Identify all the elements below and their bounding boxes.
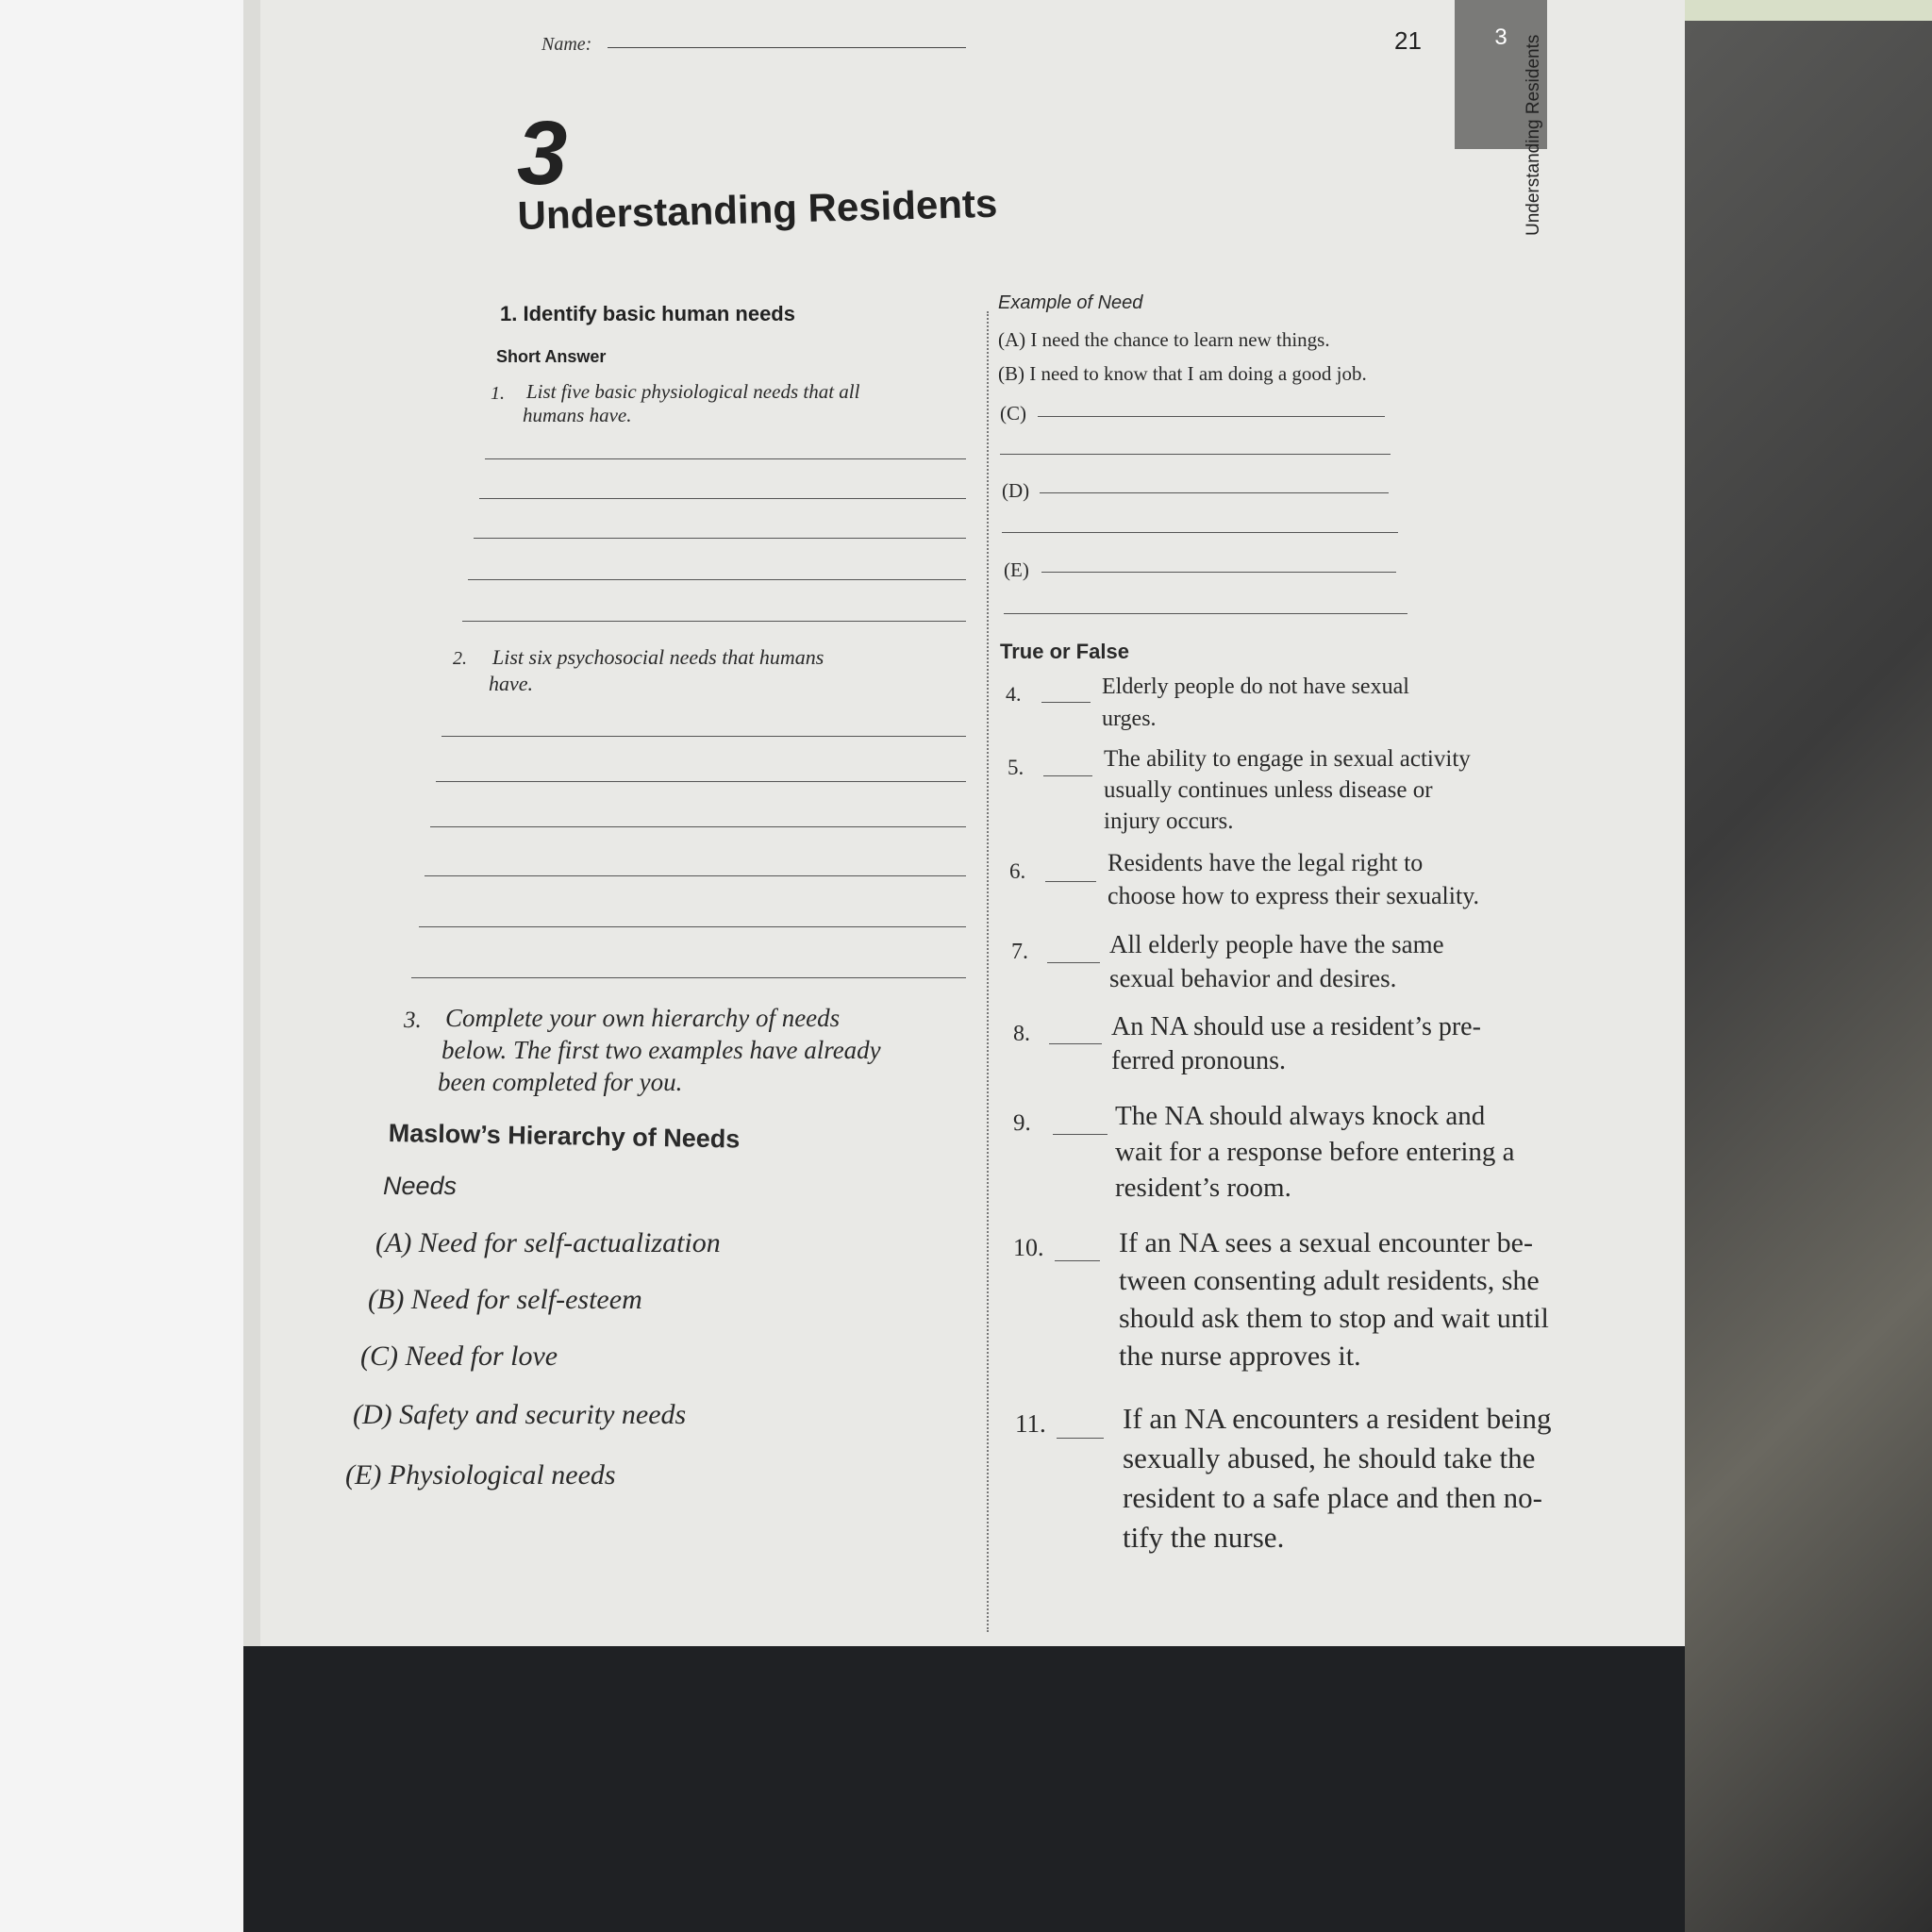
question-3-line-3: been completed for you. (438, 1068, 683, 1096)
page-spine (243, 0, 260, 1646)
tf-answer-blank[interactable] (1045, 881, 1096, 882)
tf-number: 6. (1009, 859, 1026, 883)
tf-number: 4. (1006, 682, 1022, 706)
short-answer-heading: Short Answer (496, 347, 607, 366)
tf-answer-blank[interactable] (1041, 702, 1091, 703)
workbook-page (243, 0, 1685, 1646)
answer-line[interactable] (479, 498, 966, 499)
hierarchy-title: Maslow’s Hierarchy of Needs (388, 1119, 741, 1154)
tf-statement-line: Elderly people do not have sexual (1102, 675, 1409, 699)
tf-number: 10. (1013, 1234, 1044, 1261)
tf-number: 11. (1015, 1409, 1046, 1438)
question-3-number: 3. (404, 1008, 422, 1033)
true-false-heading: True or False (1000, 640, 1129, 663)
section-heading: 1. Identify basic human needs (500, 302, 795, 325)
tf-statement-line: ferred pronouns. (1111, 1046, 1287, 1075)
need-item: (E) Physiological needs (345, 1459, 616, 1491)
tf-statement-line: All elderly people have the same (1109, 930, 1444, 958)
need-item: (B) Need for self-esteem (368, 1284, 642, 1315)
tf-statement-line: resident’s room. (1115, 1173, 1291, 1203)
answer-line[interactable] (419, 926, 966, 927)
name-field[interactable] (608, 47, 966, 48)
examples-heading: Example of Need (998, 292, 1143, 313)
tf-statement-line: The ability to engage in sexual activity (1104, 746, 1471, 772)
question-2-line-2: have. (489, 672, 534, 695)
background-left (0, 0, 243, 1932)
example-d-label: (D) (1002, 479, 1030, 502)
tf-statement-line: If an NA sees a sexual encounter be- (1119, 1227, 1533, 1258)
chapter-number: 3 (517, 103, 568, 204)
tf-statement-line: tify the nurse. (1123, 1521, 1285, 1554)
tf-statement-line: resident to a safe place and then no- (1123, 1481, 1543, 1514)
answer-line[interactable] (474, 538, 966, 539)
need-item: (D) Safety and security needs (353, 1399, 687, 1430)
question-2-line-1: List six psychosocial needs that humans (492, 645, 824, 669)
needs-label: Needs (383, 1172, 458, 1200)
tf-number: 5. (1008, 756, 1024, 779)
example-e-field-continued[interactable] (1004, 613, 1407, 614)
need-item: (C) Need for love (360, 1341, 558, 1372)
tf-statement-line: sexually abused, he should take the (1123, 1441, 1536, 1474)
tf-statement-line: Residents have the legal right to (1108, 849, 1424, 876)
tf-statement-line: urges. (1102, 707, 1157, 731)
example-b: (B) I need to know that I am doing a good job. (998, 362, 1367, 385)
answer-line[interactable] (430, 826, 966, 827)
example-d-field-continued[interactable] (1002, 532, 1398, 533)
tf-number: 7. (1011, 940, 1028, 964)
tf-answer-blank[interactable] (1049, 1043, 1102, 1044)
side-chapter-title: Understanding Residents (1524, 34, 1543, 236)
question-1-line-2: humans have. (523, 404, 632, 426)
tf-answer-blank[interactable] (1057, 1438, 1104, 1439)
tf-number: 9. (1013, 1110, 1031, 1136)
need-item: (A) Need for self-actualization (375, 1227, 721, 1258)
tf-answer-blank[interactable] (1053, 1134, 1108, 1135)
answer-line[interactable] (425, 875, 966, 876)
example-c-label: (C) (1000, 402, 1026, 425)
tf-answer-blank[interactable] (1047, 962, 1100, 963)
answer-line[interactable] (468, 579, 966, 580)
tf-answer-blank[interactable] (1055, 1260, 1100, 1261)
tf-statement-line: wait for a response before entering a (1115, 1137, 1515, 1167)
column-divider (987, 311, 989, 1632)
question-2-number: 2. (453, 648, 467, 669)
tf-statement-line: choose how to express their sexuality. (1108, 882, 1479, 909)
tf-statement-line: usually continues unless disease or (1104, 777, 1433, 803)
question-3-line-2: below. The first two examples have already (441, 1036, 881, 1064)
tf-statement-line: sexual behavior and desires. (1109, 964, 1397, 992)
question-1-line-1: List five basic physiological needs that all (526, 380, 860, 403)
chapter-title: Understanding Residents (517, 180, 998, 238)
background-right (1685, 0, 1932, 1932)
tf-statement-line: tween consenting adult residents, she (1119, 1265, 1540, 1296)
tf-number: 8. (1013, 1022, 1030, 1046)
tf-answer-blank[interactable] (1043, 775, 1092, 776)
answer-line[interactable] (485, 458, 966, 459)
chapter-tab-number: 3 (1494, 25, 1507, 50)
background-bottom (243, 1637, 1685, 1932)
page-number: 21 (1394, 26, 1422, 55)
name-label: Name: (541, 34, 592, 55)
answer-line[interactable] (462, 621, 966, 622)
tf-statement-line: injury occurs. (1104, 808, 1234, 834)
example-e-label: (E) (1004, 558, 1029, 581)
answer-line[interactable] (436, 781, 966, 782)
tf-statement-line: An NA should use a resident’s pre- (1111, 1012, 1481, 1041)
example-a: (A) I need the chance to learn new things. (998, 328, 1330, 351)
example-e-field[interactable] (1041, 572, 1396, 573)
answer-line[interactable] (411, 977, 966, 978)
example-c-field-continued[interactable] (1000, 454, 1391, 455)
tf-statement-line: The NA should always knock and (1115, 1101, 1486, 1131)
example-c-field[interactable] (1038, 416, 1385, 417)
question-1-number: 1. (491, 383, 505, 404)
question-3-line-1: Complete your own hierarchy of needs (445, 1004, 841, 1032)
tf-statement-line: If an NA encounters a resident being (1123, 1402, 1552, 1435)
tf-statement-line: should ask them to stop and wait until (1119, 1303, 1549, 1334)
tf-statement-line: the nurse approves it. (1119, 1341, 1361, 1372)
example-d-field[interactable] (1040, 492, 1389, 493)
answer-line[interactable] (441, 736, 966, 737)
